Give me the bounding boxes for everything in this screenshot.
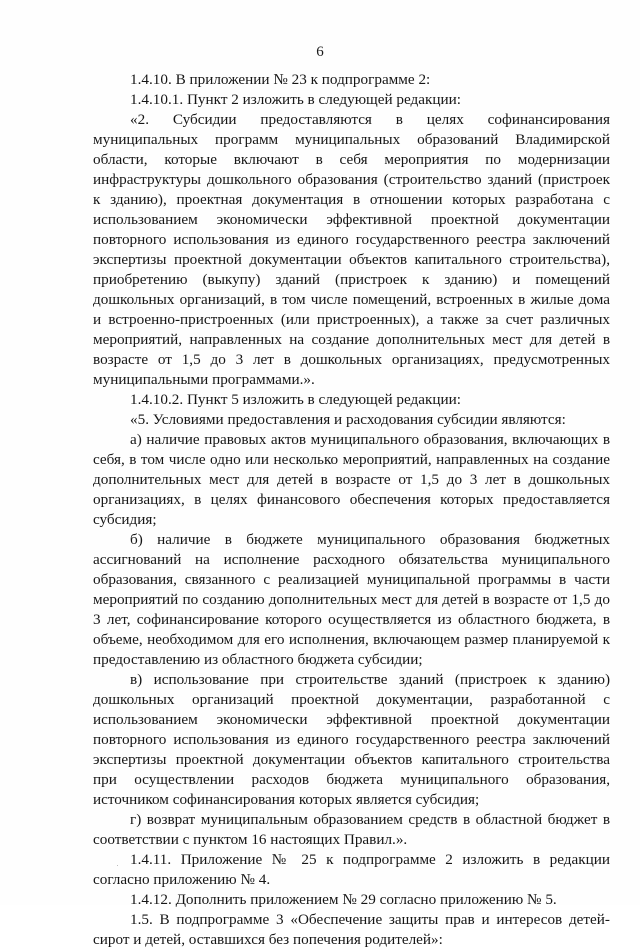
paragraph-1-5: 1.5. В подпрограмме 3 «Обеспечение защиты прав и интересов детей-сирот и детей, оставшихся без попечения родителей»: (93, 911, 610, 948)
paragraph-point-2: «2. Субсидии предоставляются в целях софинансирования муниципальных программ муниципальных образований Владимирской области, которые включают в себя мероприятия по модернизации инфраструктуры дошкольного образования (строительство зданий (пристроек к зданию), проектная документация в отношении которых разработана с использованием экономически эффективной проектной документации повторного использования из единого государственного реестра заключений экспертизы проектной документации объектов капитального строительства), приобретению (выкупу) зданий (пристроек к зданию) и помещений дошкольных организаций, в том числе помещений, встроенных в жилые дома и встроенно-пристроенных (или пристроенных), а также за счет различных мероприятий, направленных на создание дополнительных мест для детей в возрасте от 1,5 до 3 лет в дошкольных организациях, предусмотренных муниципальными программами.». (93, 111, 610, 388)
scan-speck (117, 865, 118, 866)
paragraph-1-4-12: 1.4.12. Дополнить приложением № 29 согласно приложению № 5. (130, 891, 557, 908)
paragraph-item-g: г) возврат муниципальным образованием средств в областной бюджет в соответствии с пунктом 16 настоящих Правил.». (93, 811, 610, 848)
paragraph-1-4-11: 1.4.11. Приложение № 25 к подпрограмме 2 изложить в редакции согласно приложению № 4. (93, 851, 610, 888)
paragraph-1-4-10-1: 1.4.10.1. Пункт 2 изложить в следующей редакции: (130, 91, 461, 108)
paragraph-item-b: б) наличие в бюджете муниципального образования бюджетных ассигнований на исполнение расходного обязательства муниципального образования, связанного с реализацией муниципальной программы в части мероприятий по созданию дополнительных мест для детей в возрасте от 1,5 до 3 лет, софинансирование которого осуществляется из областного бюджета, в объеме, необходимом для его исполнения, включающем размер планируемой к предоставлению из областного бюджета субсидии; (93, 531, 610, 668)
paragraph-1-4-10-2: 1.4.10.2. Пункт 5 изложить в следующей редакции: (130, 391, 461, 408)
document-body (93, 70, 610, 950)
paragraph-1-4-10: 1.4.10. В приложении № 23 к подпрограмме 2: (130, 71, 431, 88)
paragraph-item-v: в) использование при строительстве зданий (пристроек к зданию) дошкольных организаций проектной документации, разработанной с использованием экономически эффективной проектной документации повторного использования из единого государственного реестра заключений экспертизы проектной документации объектов капитального строительства при осуществлении расходов бюджета муниципального образования, источником софинансирования которых является субсидия; (93, 671, 610, 808)
paragraph-item-a: а) наличие правовых актов муниципального образования, включающих в себя, в том числе одно или несколько мероприятий, направленных на создание дополнительных мест для детей в возрасте от 1,5 до 3 лет в дошкольных организациях, в целях финансового обеспечения которых предоставляется субсидия; (93, 431, 610, 528)
paragraph-point-5: «5. Условиями предоставления и расходования субсидии являются: (130, 411, 566, 428)
page-number: 6 (316, 44, 324, 60)
